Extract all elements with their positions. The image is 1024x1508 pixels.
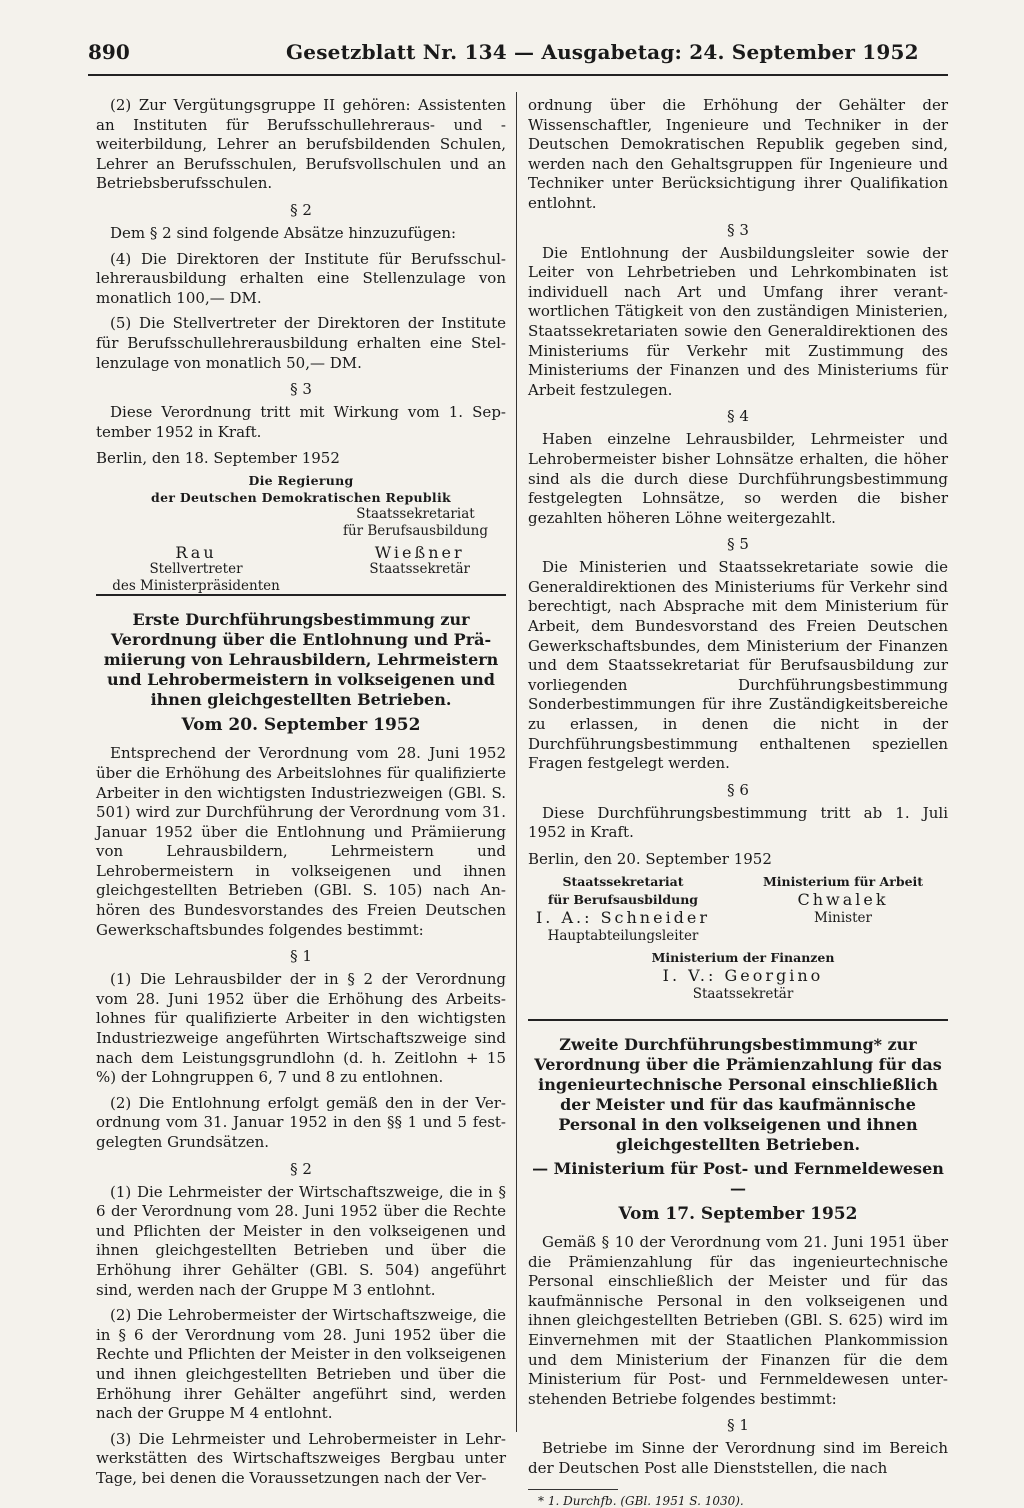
paragraph: Diese Verordnung tritt mit Wirkung vom 1. September 1952 in Kraft. <box>96 403 506 441</box>
section-heading: § 5 <box>727 535 749 554</box>
column-divider <box>516 92 517 1432</box>
signatory-org: Staatssekretariat <box>562 874 684 889</box>
page-header <box>88 40 948 76</box>
paragraph: ordnung über die Erhöhung der Gehälter der Wissenschaftler, Ingenieure und Techniker in der Deutschen Demokratischen Republik gegeben sind, werden nach den Gehaltsgruppen für Ingenieure und Techniker unter Berücksichtigung ihrer Qualifikation entlohnt. <box>528 96 948 212</box>
paragraph: (1) Die Lehrmeister der Wirtschaftszweige, die in § 6 der Verordnung vom 28. Juni 1952 über die Rechte und Pflichten der Meister in den volkseigenen und ihnen gleichgestellten Betrieben und über die Erhöhung ihrer Gehälter (GBl. S. 504) angeführt sind, werden nach der Gruppe M 3 entlohnt. <box>96 1182 506 1299</box>
signatory-title: Minister <box>814 910 872 926</box>
document-date: Vom 20. September 1952 <box>181 715 421 736</box>
paragraph: (1) Die Lehrausbilder der in § 2 der Verordnung vom 28. Juni 1952 über die Erhöhung des Arbeitslohnes für qualifizierte Arbeiter in den wichtigsten Industriezweige angeführten Wirtschaftszweige sind nach dem Leistungsgrundlohn (d. h. Zeitlohn + 15 %) der Lohngruppen 6, 7 und 8 zu entlohnen. <box>96 970 506 1087</box>
page-number: 890 <box>88 40 130 64</box>
section-heading: § 3 <box>727 220 749 239</box>
section-heading: § 3 <box>290 380 312 399</box>
section-heading: § 2 <box>290 1159 312 1178</box>
footnote: * 1. Durchfb. (GBl. 1951 S. 1030). <box>538 1493 744 1508</box>
signatory-left <box>96 544 296 595</box>
signatory-title: Stellvertreter <box>149 561 243 578</box>
document-title: Zweite Durchführungsbestimmung* zur Verordnung über die Prämienzahlung für das ingenieurtechnische Personal einschließlich der Meister und für das kaufmännische Personal in den volkseigenen und ihnen gleichgestellten Betrieben. <box>534 1035 942 1154</box>
document-title: Erste Durchführungsbestimmung zur Verordnung über die Entlohnung und Prämiierung von Lehrausbildern, Lehrmeistern und Lehrobermeistern in volkseigenen und ihnen gleichgestellten Betrieben. <box>103 610 499 710</box>
document-date: Vom 17. September 1952 <box>618 1204 858 1224</box>
paragraph: (5) Die Stellvertreter der Direktoren der Institute für Berufsschullehrerausbildung erhalten eine Stellenzulage von monatlich 50,— DM. <box>96 314 506 372</box>
signatory-right <box>738 873 948 927</box>
paragraph: Die Entlohnung der Ausbildungsleiter sowie der Leiter von Lehrbetrieben und Lehrkombinaten ist individuell nach Art und Umfang ihrer verantwortlichen Tätigkeit von den zuständigen Ministerien, Staatssekretariaten sowie den Generaldirektionen des Ministeriums für Verkehr mit Zustimmung des Ministeriums der Finanzen und des Ministeriums für Arbeit festzulegen. <box>528 243 948 399</box>
left-column <box>96 96 506 1495</box>
signatory-name: I. V.: Georgino <box>662 966 824 985</box>
signatory-name: I. A.: Schneider <box>535 908 711 927</box>
paragraph: (3) Die Lehrmeister und Lehrobermeister in Lehrwerkstätten des Wirtschaftszweiges Bergbau unter Tage, bei denen die Voraussetzungen nach der Ver- <box>96 1429 506 1487</box>
signatory-title: Hauptabteilungsleiter <box>547 928 699 944</box>
gazette-title: Gesetzblatt Nr. 134 — Ausgabetag: 24. September 1952 <box>286 40 919 64</box>
signatory-org: für Berufsausbildung <box>547 892 699 907</box>
signing-date: Berlin, den 18. September 1952 <box>96 449 340 468</box>
paragraph: Betriebe im Sinne der Verordnung sind im Bereich der Deutschen Post alle Dienststellen, die nach <box>528 1439 948 1477</box>
signatory-title: Staatssekretär <box>692 986 794 1002</box>
signatory-right <box>369 544 470 578</box>
signatory-name: Chwalek <box>797 890 889 909</box>
signatory-org: Ministerium für Arbeit <box>762 874 924 889</box>
paragraph: Haben einzelne Lehrausbilder, Lehrmeister und Lehrobermeister bisher Lohnsätze erhalten, die höher sind als die durch diese Durchführungsbestimmung festgelegten Lohnsätze, so werden die bisher gezahlten höheren Löhne weitergezahlt. <box>528 430 948 527</box>
signature-block <box>528 873 948 1009</box>
ministry-line: — Ministerium für Post- und Fernmeldewesen — <box>532 1159 944 1198</box>
signatory-title: Staatssekretär <box>369 561 470 578</box>
paragraph: Diese Durchführungsbestimmung tritt ab 1. Juli 1952 in Kraft. <box>528 803 948 842</box>
paragraph: Dem § 2 sind folgende Absätze hinzuzufügen: <box>110 223 457 242</box>
signatory-center <box>618 949 868 1003</box>
section-heading: § 6 <box>727 780 749 799</box>
paragraph: Entsprechend der Verordnung vom 28. Juni 1952 über die Erhöhung des Arbeitslohnes für qualifizierte Arbeiter in den wichtigsten Industriezweigen (GBl. S. 501) wird zur Durchführung der Verordnung vom 31. Januar 1952 über die Entlohnung und Prämiierung von Lehrausbildern, Lehrmeistern und Lehrobermeistern in volkseigenen und ihnen gleichgestellten Betrieben (GBl. S. 105) nach Anhören des Bundesvorstandes des Freien Deutschen Gewerkschaftsbundes folgendes bestimmt: <box>96 744 506 939</box>
signatory-name: Rau <box>175 543 217 563</box>
signatory-left <box>528 873 718 945</box>
paragraph: (2) Die Lehrobermeister der Wirtschaftszweige, die in § 6 der Verordnung vom 28. Juni 1952 über die Rechte und Pflichten der Meister in den volkseigenen und ihnen gleichgestellten Betrieben und über die Erhöhung ihrer Gehälter angeführt sind, werden nach der Gruppe M 4 entlohnt. <box>96 1306 506 1423</box>
section-heading: § 1 <box>290 947 312 966</box>
footnote-rule <box>528 1489 618 1490</box>
section-rule <box>528 1019 948 1021</box>
org-line: für Berufsausbildung <box>342 523 488 540</box>
paragraph: Die Ministerien und Staatssekretariate sowie die Generaldirektionen des Ministeriums für Verkehr sind berechtigt, nach Absprache mit dem Ministerium für Arbeit, dem Bundesvorstand des Freien Deutschen Gewerkschaftsbundes, dem Ministerium der Finanzen und dem Staatssekretariat für Berufsausbildung zur vorliegenden Durchführungsbestimmung Sonderbestimmungen für ihre Zuständigkeitsbereiche zu erlassen, in denen die nicht in der Durchführungsbestimmung enthaltenen speziellen Fragen festgelegt werden. <box>528 558 948 773</box>
signature-block <box>96 506 506 595</box>
signatory-org <box>343 506 488 540</box>
right-column <box>528 96 948 1508</box>
signatory-name: Wießner <box>374 543 465 563</box>
section-heading: § 2 <box>290 200 312 219</box>
org-line: Staatssekretariat <box>356 506 475 523</box>
section-heading: § 1 <box>727 1416 749 1435</box>
signatory-org: Ministerium der Finanzen <box>651 950 835 965</box>
government-name: der Deutschen Demokratischen Republik <box>151 490 451 506</box>
section-heading: § 4 <box>727 407 749 426</box>
paragraph: Gemäß § 10 der Verordnung vom 21. Juni 1951 über die Prämienzahlung für das ingenieurtechnische Personal einschließlich der Meister und für das kaufmännische Personal in den volkseigenen und ihnen gleichgestellten Betrieben (GBl. S. 625) wird im Einvernehmen mit der Staatlichen Plankommission und dem Ministerium der Finanzen für die dem Ministerium für Post- und Fernmeldewesen unterstehenden Betriebe folgendes bestimmt: <box>528 1233 948 1408</box>
paragraph: (2) Zur Vergütungsgruppe II gehören: Assistenten an Instituten für Berufsschullehreraus- und -weiterbildung, Lehrer an berufsbildenden Schulen, Lehrer an Berufsschulen, Berufsvollschulen und an Betriebsberufsschulen. <box>96 96 506 193</box>
signatory-title: des Ministerpräsidenten <box>112 578 280 595</box>
paragraph: (2) Die Entlohnung erfolgt gemäß den in der Verordnung vom 31. Januar 1952 in den §§ 1 und 5 festgelegten Grundsätzen. <box>96 1093 506 1151</box>
government-name: Die Regierung <box>248 473 354 489</box>
signing-date: Berlin, den 20. September 1952 <box>528 850 772 868</box>
paragraph: (4) Die Direktoren der Institute für Berufsschullehrerausbildung erhalten eine Stellenzulage von monatlich 100,— DM. <box>96 249 506 307</box>
